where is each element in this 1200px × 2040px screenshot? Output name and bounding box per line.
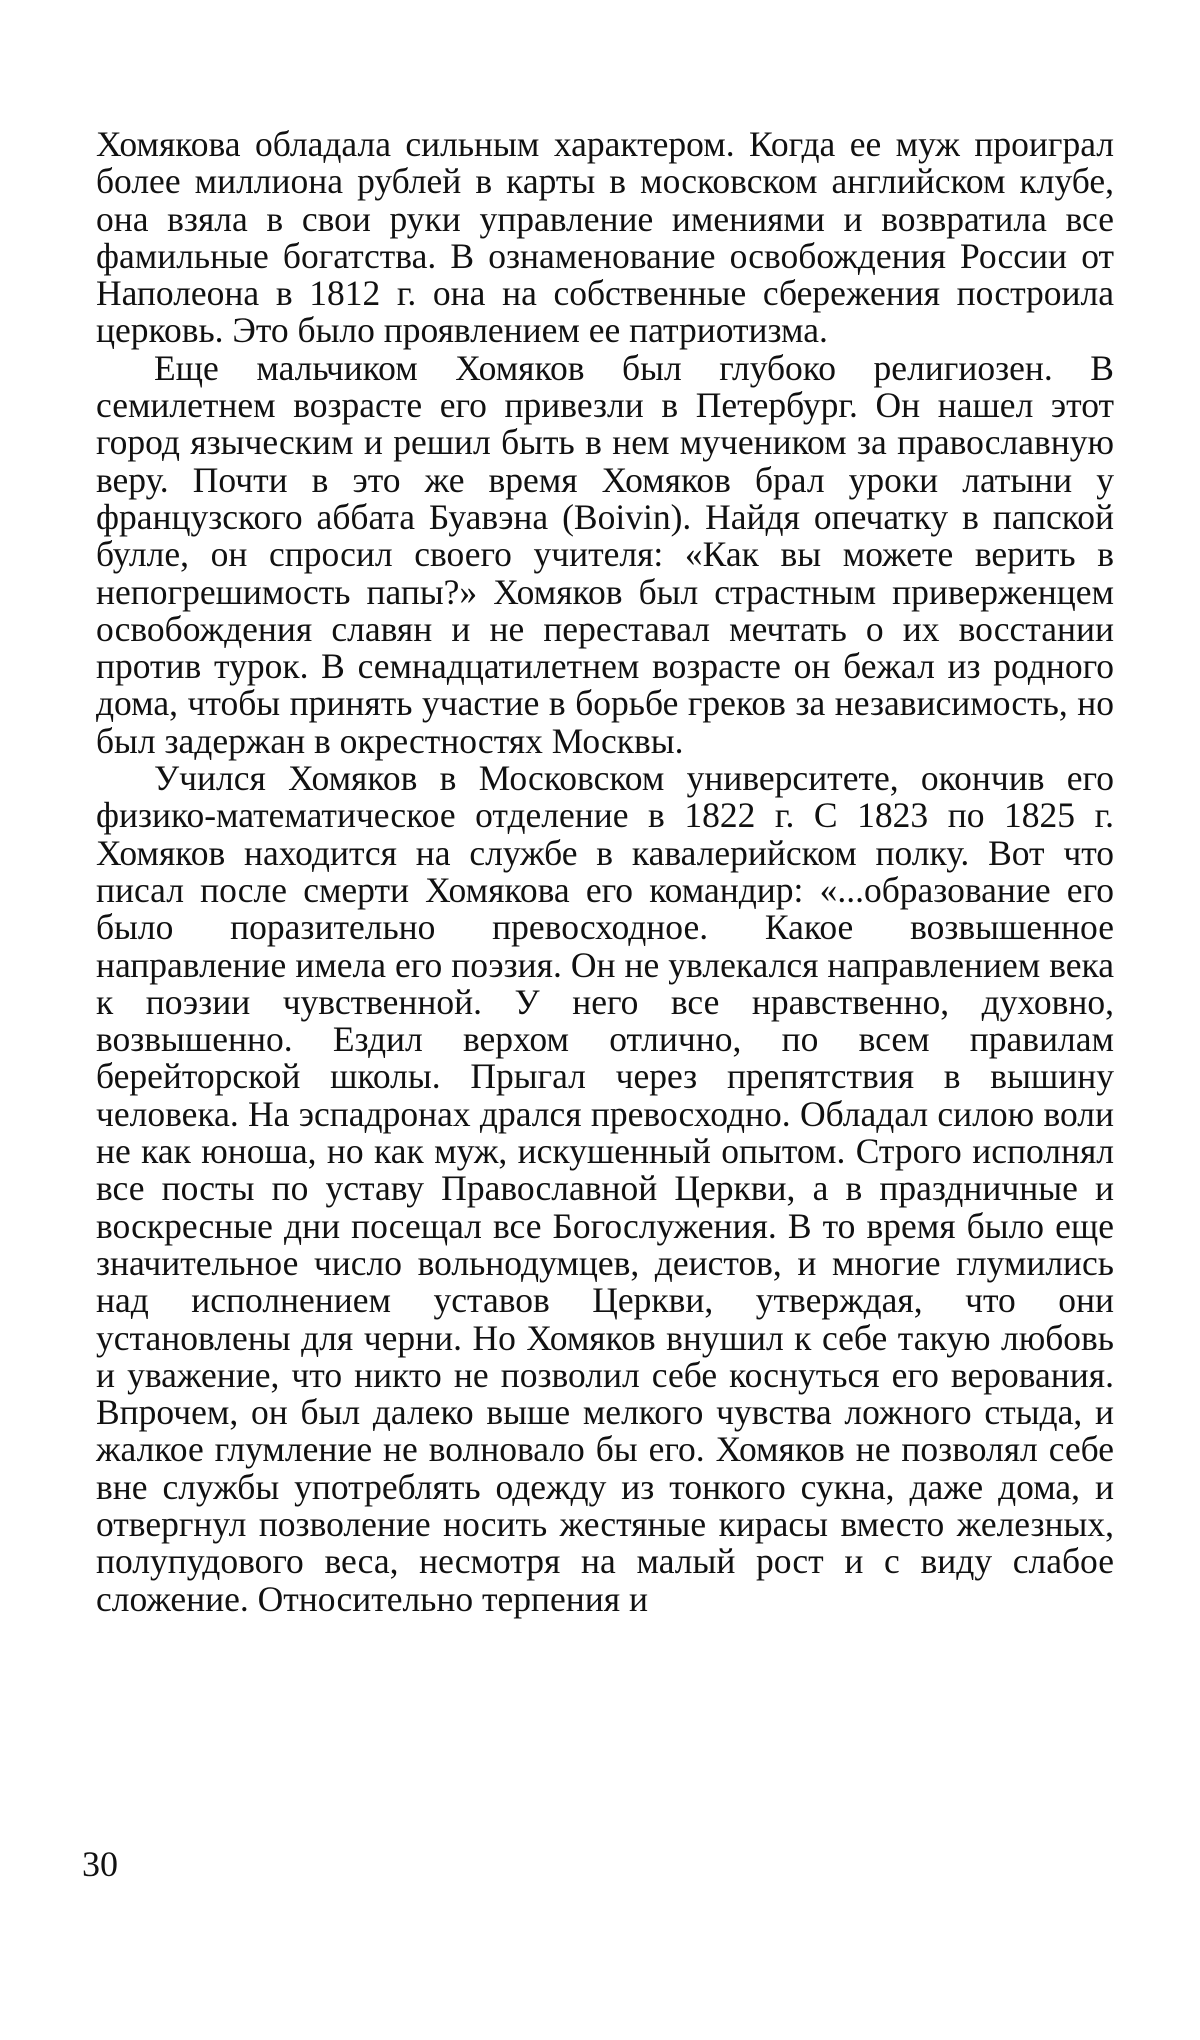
paragraph-3: Учился Хомяков в Московском университете, окончив его физико-математическое отделение в 1822 г. С 1823 по 1825 г. Хомяков находится на службе в кавалерийском полку. Вот что писал после смерти Хомякова его командир: «...образование его было поразительно превосходное. Какое возвышенное направление имела его поэзия. Он не увлекался направлением века к поэзии чувственной. У него все нравственно, духовно, возвышенно. Ездил верхом отлично, по всем правилам берейторской школы. Прыгал через препятствия в вышину человека. На эспадронах дрался превосходно. Обладал силою воли не как юноша, но как муж, искушенный опытом. Строго исполнял все посты по уставу Православной Церкви, а в праздничные и воскресные дни посещал все Богослужения. В то время было еще значительное число вольнодумцев, деистов, и многие глумились над исполнением уставов Церкви, утверждая, что они установлены для черни. Но Хомяков внушил к себе такую любовь и уважение, что никто не позволил себе коснуться его верования. Впрочем, он был далеко выше мелкого чувства ложного стыда, и жалкое глумление не волновало бы его. Хомяков не позволял себе вне службы употреблять одежду из тонкого сукна, даже дома, и отвергнул позволение носить жестяные кирасы вместо железных, полупудового веса, несмотря на малый рост и с виду слабое сложение. Относительно терпения и (96, 758, 1114, 1619)
page-number: 30 (82, 1844, 118, 1884)
paragraph-2: Еще мальчиком Хомяков был глубоко религиозен. В семилетнем возрасте его привезли в Петербург. Он нашел этот город языческим и решил быть в нем мучеником за православную веру. Почти в это же время Хомяков брал уроки латыни у французского аббата Буавэна (Boivin). Найдя опечатку в папской булле, он спросил своего учителя: «Как вы можете верить в непогрешимость папы?» Хомяков был страстным приверженцем освобождения славян и не переставал мечтать о их восстании против турок. В семнадцатилетнем возрасте он бежал из родного дома, чтобы принять участие в борьбе греков за независимость, но был задержан в окрестностях Москвы. (96, 347, 1114, 761)
paragraph-1: Хомякова обладала сильным характером. Когда ее муж проиграл более миллиона рублей в карты в московском английском клубе, она взяла в свои руки управление имениями и возвратила все фамильные богатства. В ознаменование освобождения России от Наполеона в 1812 г. она на собственные сбережения построила церковь. Это было проявлением ее патриотизма. (96, 124, 1114, 351)
body-text (96, 126, 1114, 1618)
